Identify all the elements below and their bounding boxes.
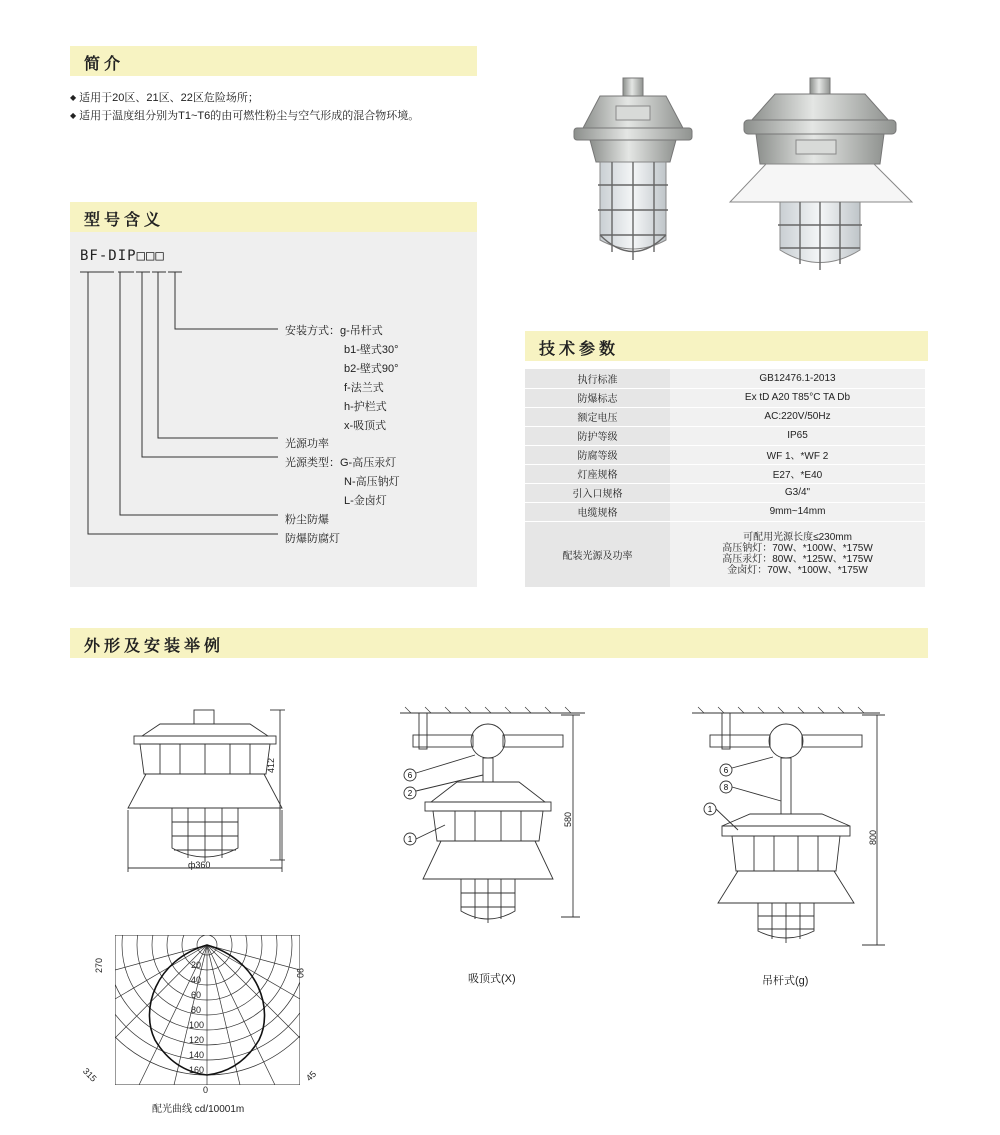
spec-value: AC:220V/50Hz (670, 407, 925, 426)
callout-1: 1 (407, 835, 413, 844)
model-header (70, 202, 477, 232)
intro-header (70, 46, 477, 76)
light-source-line: 可配用光源长度≤230mm (743, 532, 852, 543)
table-row (525, 407, 925, 426)
polar-ring-100: 100 (189, 1020, 205, 1030)
model-title: 型号含义 (84, 212, 165, 229)
drawing-pendant (690, 705, 890, 950)
source-label: 光源类型：G-高压汞灯 (285, 457, 397, 469)
dustproof-label: 粉尘防爆 (285, 514, 329, 526)
model-tree-lines (70, 232, 477, 587)
spec-key: 防腐等级 (525, 445, 670, 464)
spec-key: 电缆规格 (525, 502, 670, 521)
model-code: BF-DIP□□□ (80, 248, 165, 264)
specs-title: 技术参数 (539, 341, 620, 358)
table-row (525, 464, 925, 483)
polar-caption: 配光曲线 cd/10001m (152, 1104, 245, 1115)
table-row (525, 483, 925, 502)
spec-value: GB12476.1-2013 (670, 369, 925, 388)
light-source-line: 高压钠灯：70W、*100W、*175W (722, 543, 873, 554)
polar-ring-160: 160 (189, 1065, 205, 1075)
polar-ring-140: 140 (189, 1050, 205, 1060)
spec-key: 执行标准 (525, 369, 670, 388)
spec-key: 配装光源及功率 (525, 521, 670, 587)
spec-value: WF 1、*WF 2 (670, 445, 925, 464)
caption-ceiling: 吸顶式(X) (468, 973, 516, 985)
light-source-line: 高压汞灯：80W、*125W、*175W (722, 554, 873, 565)
polar-ring-120: 120 (189, 1035, 205, 1045)
polar-angle-315: 315 (80, 1066, 99, 1084)
caption-pendant: 吊杆式(g) (762, 975, 809, 987)
callout-2: 2 (407, 789, 413, 798)
spec-value: G3/4" (670, 483, 925, 502)
dim-height-2: 580 (563, 811, 573, 827)
mount-label: 安装方式：g-吊杆式 (285, 325, 383, 337)
source-option-n: N-高压钠灯 (344, 476, 400, 488)
lamp-photo-guard (574, 78, 692, 260)
callout-1: 1 (707, 805, 713, 814)
mount-option-x: x-吸顶式 (344, 420, 387, 432)
spec-key: 灯座规格 (525, 464, 670, 483)
spec-value: Ex tD A20 T85°C TA Db (670, 388, 925, 407)
source-option-l: L-金卤灯 (344, 495, 387, 507)
spec-key: 引入口规格 (525, 483, 670, 502)
light-source-line: 金卤灯：70W、*100W、*175W (727, 565, 868, 576)
intro-bullet-2: ◆ 适用于温度组分别为T1~T6的由可燃性粉尘与空气形成的混合物环境。 (70, 107, 490, 125)
polar-ring-20: 20 (191, 960, 202, 970)
spec-key: 防护等级 (525, 426, 670, 445)
callout-8: 8 (723, 783, 729, 792)
polar-diagram (115, 935, 300, 1085)
mount-option-b1: b1-壁式30° (344, 344, 399, 356)
table-row (525, 369, 925, 388)
polar-angle-270: 270 (94, 957, 104, 973)
intro-bullet-1: ◆ 适用于20区、21区、22区危险场所； (70, 89, 490, 107)
polar-zero: 0 (203, 1085, 209, 1095)
intro-bullets (70, 89, 490, 125)
table-row (525, 502, 925, 521)
mount-option-h: h-护栏式 (344, 401, 387, 413)
table-row (525, 426, 925, 445)
spec-value: E27、*E40 (670, 464, 925, 483)
dim-width-1: ф360 (188, 860, 211, 870)
install-header (70, 628, 928, 658)
table-row (525, 388, 925, 407)
mount-option-f: f-法兰式 (344, 382, 384, 394)
drawing-dimensions (120, 700, 300, 885)
spec-value: 9mm~14mm (670, 502, 925, 521)
product-photos (560, 70, 920, 280)
specs-header (525, 331, 928, 361)
polar-ring-40: 40 (191, 975, 202, 985)
install-title: 外形及安装举例 (84, 638, 225, 655)
spec-key: 额定电压 (525, 407, 670, 426)
lamp-label: 防爆防腐灯 (285, 533, 340, 545)
mount-option-b2: b2-壁式90° (344, 363, 399, 375)
intro-title: 简介 (84, 56, 125, 73)
spec-key: 防爆标志 (525, 388, 670, 407)
table-row (525, 445, 925, 464)
power-label: 光源功率 (285, 438, 329, 450)
spec-value: IP65 (670, 426, 925, 445)
drawing-ceiling-mount (395, 705, 585, 930)
polar-ring-60: 60 (191, 990, 202, 1000)
dim-height-3: 800 (868, 829, 878, 845)
polar-angle-45: 45 (304, 1068, 319, 1084)
table-row (525, 521, 925, 587)
dim-height-1: 412 (266, 757, 276, 773)
spec-table (525, 369, 925, 588)
lamp-photo-shade (730, 78, 912, 270)
callout-6: 6 (723, 766, 729, 775)
polar-angle-90: 90 (295, 968, 305, 979)
polar-ring-80: 80 (191, 1005, 202, 1015)
callout-6: 6 (407, 771, 413, 780)
spec-value-light-sources (670, 521, 925, 587)
